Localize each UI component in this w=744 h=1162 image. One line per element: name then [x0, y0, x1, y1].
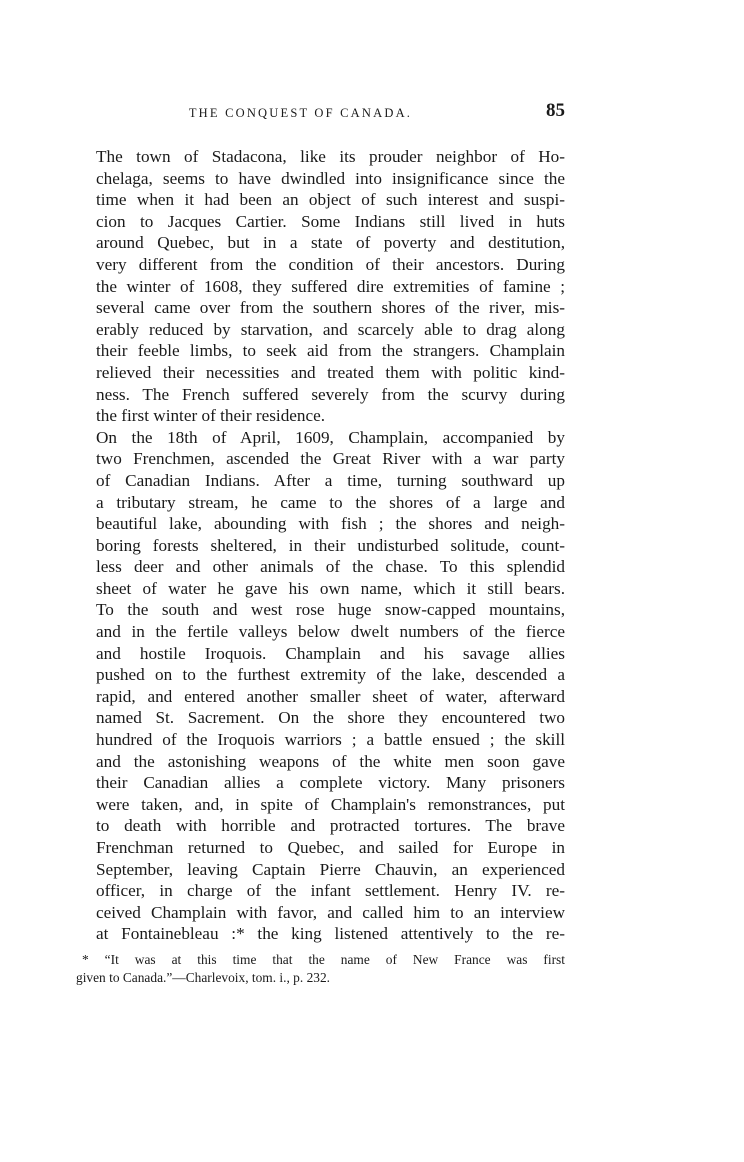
text-line: beautiful lake, abounding with fish ; the shores and neigh- — [96, 514, 565, 534]
text-line: relieved their necessities and treated them with politic kind- — [96, 362, 565, 382]
text-line: officer, in charge of the infant settlement. Henry IV. re- — [96, 881, 565, 901]
text-line: very different from the condition of their ancestors. During — [96, 254, 565, 274]
text-line: The town of Stadacona, like its prouder neighbor of Ho- — [96, 147, 565, 166]
text-line: hundred of the Iroquois warriors ; a battle ensued ; the skill — [96, 730, 565, 750]
text-line: sheet of water he gave his own name, which it still bears. — [96, 578, 565, 598]
text-line: On the 18th of April, 1609, Champlain, accompanied by — [96, 427, 565, 447]
text-line: boring forests sheltered, in their undisturbed solitude, count- — [96, 535, 565, 555]
text-line: a tributary stream, he came to the shores of a large and — [96, 492, 565, 512]
text-line: around Quebec, but in a state of poverty and destitution, — [96, 233, 565, 253]
text-line: the first winter of their residence. — [96, 406, 326, 426]
running-title: THE CONQUEST OF CANADA. — [188, 106, 413, 120]
text-line: their Canadian allies a complete victory. Many prisoners — [96, 773, 565, 793]
text-line: at Fontainebleau :* the king listened attentively to the re- — [96, 924, 565, 944]
text-line: rapid, and entered another smaller sheet of water, afterward — [96, 686, 565, 706]
text-line: time when it had been an object of such interest and suspi- — [96, 190, 565, 210]
running-header — [76, 100, 565, 124]
footnote-line: * “It was at this time that the name of New France was first — [82, 951, 565, 967]
text-line: September, leaving Captain Pierre Chauvin, an experienced — [96, 859, 565, 879]
text-line: to death with horrible and protracted tortures. The brave — [96, 816, 565, 836]
footnote — [76, 951, 565, 987]
body-text — [76, 146, 565, 945]
page-number: 85 — [546, 100, 565, 121]
text-line: ness. The French suffered severely from the scurvy during — [96, 384, 565, 404]
text-line: and hostile Iroquois. Champlain and his savage allies — [96, 643, 565, 663]
text-line: Frenchman returned to Quebec, and sailed for Europe in — [96, 838, 565, 857]
text-line: erably reduced by starvation, and scarcely able to drag along — [96, 319, 565, 339]
text-line: cion to Jacques Cartier. Some Indians still lived in huts — [96, 211, 565, 231]
paragraph-champlain-expedition — [76, 427, 565, 945]
text-line: pushed on to the furthest extremity of the lake, descended a — [96, 665, 565, 685]
text-line: and the astonishing weapons of the white men soon gave — [96, 751, 565, 771]
text-line: were taken, and, in spite of Champlain's remonstrances, put — [96, 794, 565, 814]
text-line: several came over from the southern shores of the river, mis- — [96, 298, 565, 318]
text-line: less deer and other animals of the chase. To this splendid — [96, 557, 565, 577]
text-line: two Frenchmen, ascended the Great River with a war party — [96, 449, 565, 469]
text-line: named St. Sacrement. On the shore they encountered two — [96, 708, 565, 728]
text-line: their feeble limbs, to seek aid from the strangers. Champlain — [96, 341, 565, 361]
text-line: the winter of 1608, they suffered dire extremities of famine ; — [96, 276, 565, 296]
text-line: To the south and west rose huge snow-capped mountains, — [96, 600, 565, 620]
paragraph-stadacona — [76, 146, 565, 427]
text-line: of Canadian Indians. After a time, turning southward up — [96, 470, 565, 490]
text-line: ceived Champlain with favor, and called him to an interview — [96, 902, 565, 922]
text-line: chelaga, seems to have dwindled into insignificance since the — [96, 168, 565, 188]
text-line: and in the fertile valleys below dwelt numbers of the fierce — [96, 622, 565, 642]
book-page — [76, 100, 565, 987]
footnote-line: given to Canada.”—Charlevoix, tom. i., p. 232. — [76, 969, 331, 985]
